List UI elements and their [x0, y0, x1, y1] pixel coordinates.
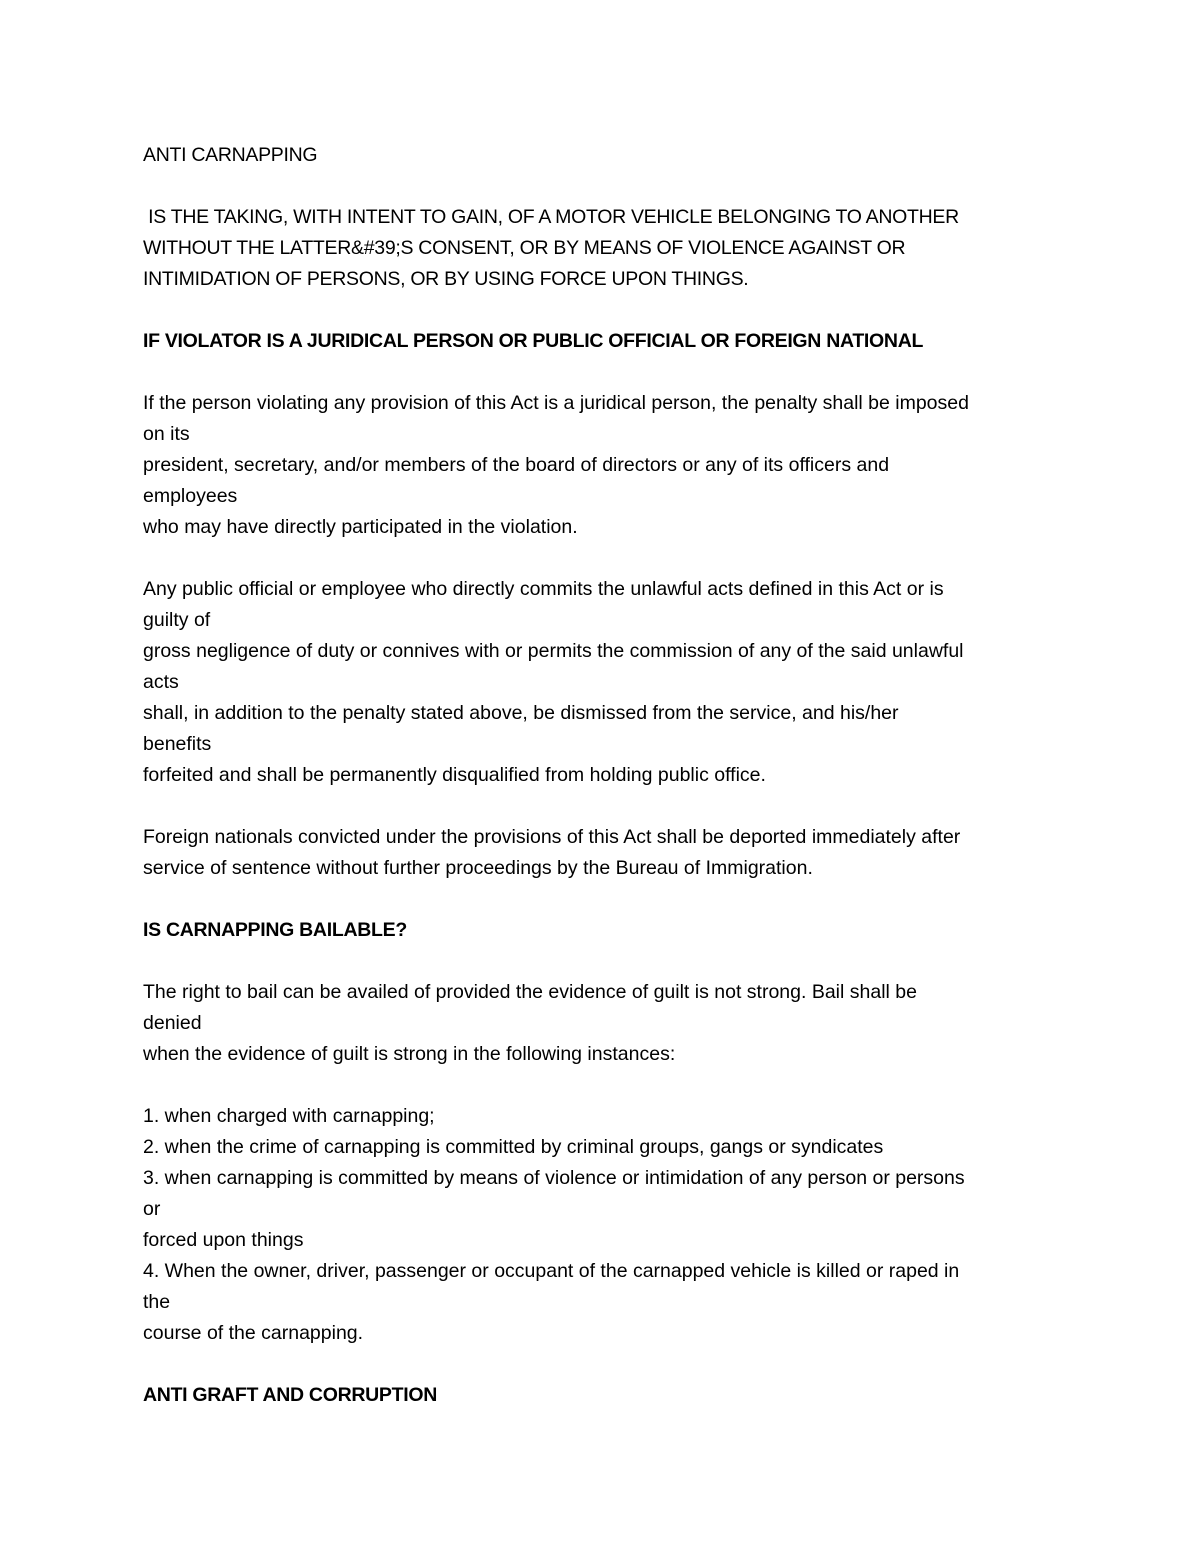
definition-line: WITHOUT THE LATTER&#39;S CONSENT, OR BY MEANS OF VIOLENCE AGAINST OR: [143, 237, 906, 259]
spacer: [143, 791, 1063, 822]
list-item: course of the carnapping.: [143, 1322, 364, 1344]
paragraph-line: Any public official or employee who directly commits the unlawful acts defined in this Act or is: [143, 578, 944, 600]
paragraph-line: on its: [143, 423, 190, 445]
paragraph-line: shall, in addition to the penalty stated above, be dismissed from the service, and his/her: [143, 702, 899, 724]
section-heading-anti-graft: ANTI GRAFT AND CORRUPTION: [143, 1384, 438, 1406]
paragraph-line: The right to bail can be availed of provided the evidence of guilt is not strong. Bail shall be: [143, 981, 917, 1003]
list-item: the: [143, 1291, 171, 1313]
spacer: [143, 884, 1063, 915]
paragraph-line: gross negligence of duty or connives with or permits the commission of any of the said unlawful: [143, 640, 964, 662]
list-item: or: [143, 1198, 161, 1220]
spacer: [143, 357, 1063, 388]
list-item: 1. when charged with carnapping;: [143, 1105, 435, 1127]
definition-line: IS THE TAKING, WITH INTENT TO GAIN, OF A MOTOR VEHICLE BELONGING TO ANOTHER: [143, 206, 959, 228]
paragraph-line: Foreign nationals convicted under the provisions of this Act shall be deported immediately after: [143, 826, 961, 848]
definition-line: INTIMIDATION OF PERSONS, OR BY USING FORCE UPON THINGS.: [143, 268, 749, 290]
paragraph-line: guilty of: [143, 609, 211, 631]
section-heading-bailable: IS CARNAPPING BAILABLE?: [143, 919, 407, 941]
list-item: 3. when carnapping is committed by means of violence or intimidation of any person or persons: [143, 1167, 965, 1189]
list-item: 4. When the owner, driver, passenger or occupant of the carnapped vehicle is killed or raped in: [143, 1260, 960, 1282]
spacer: [143, 1349, 1063, 1380]
paragraph-line: who may have directly participated in the violation.: [143, 516, 578, 538]
document-body: [143, 140, 1063, 1411]
paragraph-line: denied: [143, 1012, 202, 1034]
section-heading-violator: IF VIOLATOR IS A JURIDICAL PERSON OR PUBLIC OFFICIAL OR FOREIGN NATIONAL: [143, 330, 924, 352]
paragraph-line: forfeited and shall be permanently disqualified from holding public office.: [143, 764, 766, 786]
spacer: [143, 171, 1063, 202]
list-item: 2. when the crime of carnapping is committed by criminal groups, gangs or syndicates: [143, 1136, 884, 1158]
paragraph-line: If the person violating any provision of this Act is a juridical person, the penalty shall be imposed: [143, 392, 969, 414]
paragraph-line: when the evidence of guilt is strong in the following instances:: [143, 1043, 676, 1065]
paragraph-line: service of sentence without further proceedings by the Bureau of Immigration.: [143, 857, 813, 879]
paragraph-line: employees: [143, 485, 238, 507]
spacer: [143, 946, 1063, 977]
spacer: [143, 543, 1063, 574]
spacer: [143, 295, 1063, 326]
paragraph-line: acts: [143, 671, 179, 693]
paragraph-line: benefits: [143, 733, 212, 755]
list-item: forced upon things: [143, 1229, 304, 1251]
paragraph-line: president, secretary, and/or members of the board of directors or any of its officers and: [143, 454, 890, 476]
spacer: [143, 1070, 1063, 1101]
document-title: ANTI CARNAPPING: [143, 144, 318, 166]
